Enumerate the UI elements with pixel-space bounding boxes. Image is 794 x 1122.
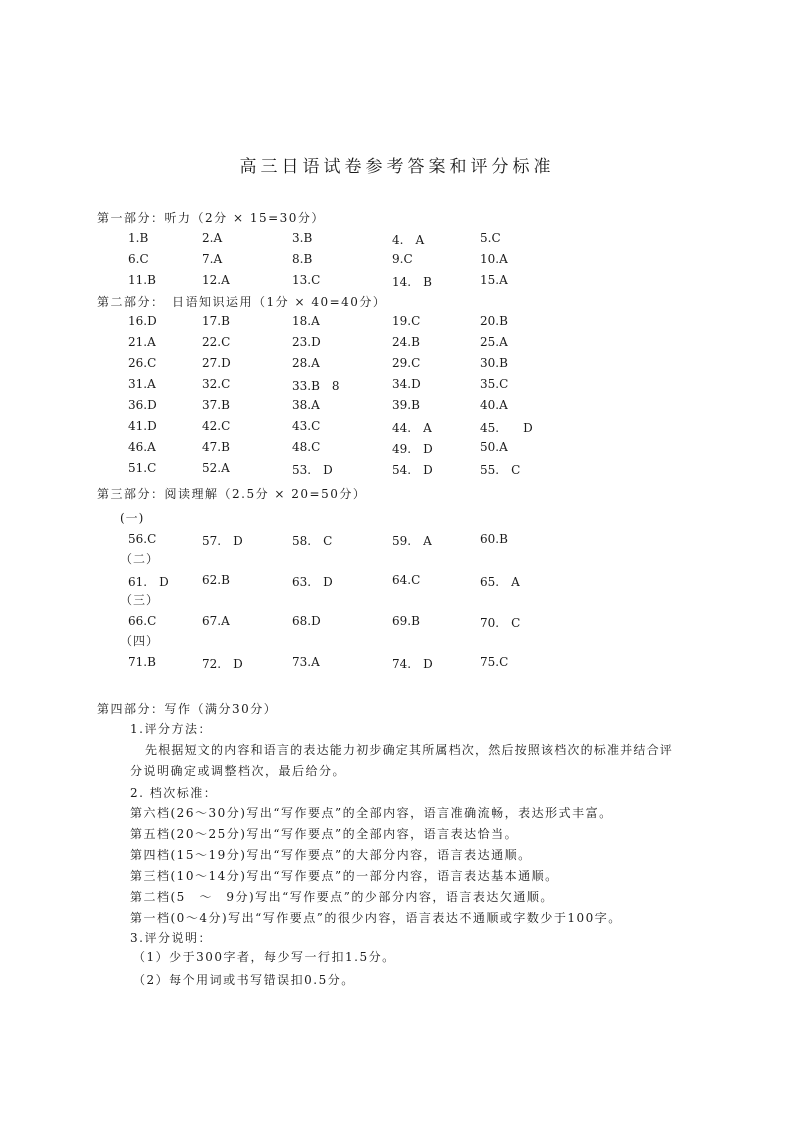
score-level-line: 第二档(5 ～ 9分)写出“写作要点”的少部分内容，语言表达欠通顺。: [130, 890, 554, 904]
notes-label: 3.评分说明：: [130, 931, 212, 945]
reading-group-label: （四）: [120, 634, 160, 648]
answer-item: 28.A: [292, 356, 320, 370]
answer-item: 43.C: [292, 419, 321, 433]
answer-item: 61. D: [128, 575, 169, 589]
answer-item: 16.D: [128, 314, 157, 328]
answer-item: 46.A: [128, 440, 156, 454]
answer-item: 65. A: [480, 575, 520, 589]
answer-item: 15.A: [480, 273, 508, 287]
answer-item: 51.C: [128, 461, 157, 475]
answer-item: 35.C: [480, 377, 509, 391]
answer-item: 1.B: [128, 231, 149, 245]
answer-item: 72. D: [202, 657, 243, 671]
part2-answer-row: [0, 440, 794, 458]
levels-label: 2. 档次标准：: [130, 786, 218, 800]
answer-item: 36.D: [128, 398, 157, 412]
score-level-line: 第一档(0～4分)写出“写作要点”的很少内容，语言表达不通顺或字数少于100字。: [130, 911, 622, 925]
part2-answer-row: [0, 335, 794, 353]
answer-item: 31.A: [128, 377, 156, 391]
answer-item: 50.A: [480, 440, 508, 454]
part3-answer-row: [0, 614, 794, 632]
part1-answer-row: [0, 252, 794, 270]
answer-item: 66.C: [128, 614, 157, 628]
part4-heading: 第四部分：写作（满分30分）: [97, 702, 278, 716]
answer-item: 52.A: [202, 461, 230, 475]
part3-answer-row: [0, 573, 794, 591]
answer-item: 55. C: [480, 463, 521, 477]
answer-item: 14. B: [392, 275, 432, 289]
part1-answer-row: [0, 273, 794, 291]
answer-item: 53. D: [292, 463, 333, 477]
answer-item: 49. D: [392, 442, 433, 456]
answer-item: 62.B: [202, 573, 230, 587]
answer-item: 42.C: [202, 419, 231, 433]
scoring-note-line: （2）每个用词或书写错误扣0.5分。: [133, 973, 355, 987]
answer-item: 19.C: [392, 314, 421, 328]
answer-item: 40.A: [480, 398, 508, 412]
answer-item: 74. D: [392, 657, 433, 671]
answer-item: 9.C: [392, 252, 413, 266]
answer-item: 10.A: [480, 252, 508, 266]
answer-item: 26.C: [128, 356, 157, 370]
answer-item: 24.B: [392, 335, 420, 349]
answer-item: 17.B: [202, 314, 230, 328]
answer-item: 54. D: [392, 463, 433, 477]
part1-heading: 第一部分：听力（2分 × 15=30分）: [97, 211, 325, 225]
score-level-line: 第三档(10～14分)写出“写作要点”的一部分内容，语言表达基本通顺。: [130, 869, 559, 883]
answer-item: 6.C: [128, 252, 149, 266]
score-level-line: 第四档(15～19分)写出“写作要点”的大部分内容，语言表达通顺。: [130, 848, 532, 862]
part3-answer-row: [0, 532, 794, 550]
part2-answer-row: [0, 377, 794, 395]
answer-item: 57. D: [202, 534, 243, 548]
answer-item: 71.B: [128, 655, 156, 669]
answer-item: 20.B: [480, 314, 508, 328]
answer-item: 32.C: [202, 377, 231, 391]
answer-item: 47.B: [202, 440, 230, 454]
answer-item: 25.A: [480, 335, 508, 349]
part3-heading: 第三部分：阅读理解（2.5分 × 20=50分）: [97, 487, 367, 501]
answer-item: 44. A: [392, 421, 432, 435]
reading-group-label: (一): [120, 511, 145, 525]
answer-item: 41.D: [128, 419, 157, 433]
part2-heading: 第二部分： 日语知识运用（1分 × 40=40分）: [97, 295, 387, 309]
answer-item: 23.D: [292, 335, 321, 349]
answer-item: 59. A: [392, 534, 432, 548]
score-level-line: 第五档(20～25分)写出“写作要点”的全部内容，语言表达恰当。: [130, 827, 519, 841]
reading-group-label: （二）: [120, 552, 160, 566]
answer-item: 21.A: [128, 335, 156, 349]
answer-item: 34.D: [392, 377, 421, 391]
part3-answer-row: [0, 655, 794, 673]
part2-answer-row: [0, 314, 794, 332]
answer-item: 8.B: [292, 252, 313, 266]
answer-item: 45. D: [480, 421, 533, 435]
answer-item: 68.D: [292, 614, 321, 628]
part2-answer-row: [0, 419, 794, 437]
answer-item: 60.B: [480, 532, 508, 546]
answer-item: 38.A: [292, 398, 320, 412]
answer-item: 58. C: [292, 534, 333, 548]
answer-item: 39.B: [392, 398, 420, 412]
part1-answer-row: [0, 231, 794, 249]
score-level-line: 第六档(26～30分)写出“写作要点”的全部内容，语言准确流畅，表达形式丰富。: [130, 806, 613, 820]
answer-item: 48.C: [292, 440, 321, 454]
answer-item: 13.C: [292, 273, 321, 287]
answer-item: 70. C: [480, 616, 521, 630]
answer-item: 18.A: [292, 314, 320, 328]
page-title: 高三日语试卷参考答案和评分标准: [239, 157, 555, 177]
answer-item: 64.C: [392, 573, 421, 587]
reading-group-label: （三）: [120, 593, 160, 607]
answer-item: 56.C: [128, 532, 157, 546]
answer-item: 29.C: [392, 356, 421, 370]
part2-answer-row: [0, 461, 794, 479]
part2-answer-row: [0, 356, 794, 374]
answer-item: 2.A: [202, 231, 223, 245]
answer-item: 30.B: [480, 356, 508, 370]
scoring-method-line1: 先根据短文的内容和语言的表达能力初步确定其所属档次，然后按照该档次的标准并结合评: [145, 743, 674, 757]
answer-item: 22.C: [202, 335, 231, 349]
answer-item: 73.A: [292, 655, 320, 669]
scoring-method-label: 1.评分方法：: [130, 722, 212, 736]
answer-item: 11.B: [128, 273, 156, 287]
answer-item: 3.B: [292, 231, 313, 245]
answer-item: 37.B: [202, 398, 230, 412]
answer-item: 27.D: [202, 356, 231, 370]
answer-item: 33.B 8: [292, 379, 340, 393]
answer-item: 75.C: [480, 655, 509, 669]
answer-item: 7.A: [202, 252, 223, 266]
answer-item: 63. D: [292, 575, 333, 589]
answer-item: 69.B: [392, 614, 420, 628]
scoring-method-line2: 分说明确定或调整档次，最后给分。: [130, 764, 347, 778]
scoring-note-line: （1）少于300字者，每少写一行扣1.5分。: [133, 950, 396, 964]
answer-item: 4. A: [392, 233, 425, 247]
part2-answer-row: [0, 398, 794, 416]
answer-item: 67.A: [202, 614, 230, 628]
answer-item: 12.A: [202, 273, 230, 287]
answer-item: 5.C: [480, 231, 501, 245]
